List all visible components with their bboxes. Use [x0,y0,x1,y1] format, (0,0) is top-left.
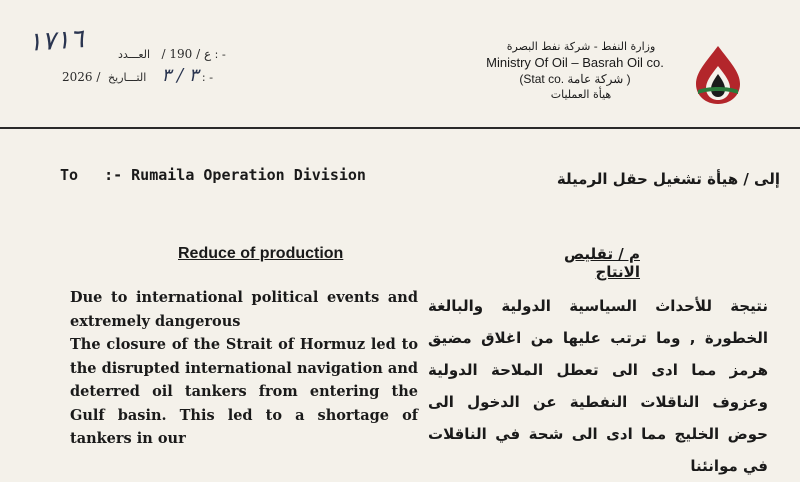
to-value: Rumaila Operation Division [131,166,366,184]
date-row [62,65,213,86]
body-english-paragraph: The closure of the Strait of Hormuz led to the disrupted international navigation and deterred oil tankers from entering the Gulf basin. This led to a shortage of tankers in our [70,336,418,447]
body-arabic-paragraph: نتيجة للأحداث السياسية الدولية والبالغة الخطورة , وما ترتب عليها من اغلاق مضيق هرمز مما ادى الى تعطل الملاحة الدولية وعزوف الناقلات النفطية عن الدخول الى حوض الخليج مما ادى الى شحة في الناقلات في موانئنا [428,297,768,475]
ministry-english-subtitle: (Stat co. شركة عامة ) [519,72,631,86]
date-label: التـــاريخ : - [108,71,214,84]
body-english [70,286,418,451]
handwritten-reference-number: ١٧١٦ [27,24,85,58]
to-separator: :- [104,166,123,184]
subject-arabic: م / تقليص الانتاج [563,245,640,281]
reference-value: ع / 190 / [161,47,212,61]
ministry-english-title: Ministry Of Oil – Basrah Oil co. [486,55,664,70]
to-label: To [60,166,79,184]
addressee-arabic: إلى / هيأة تشغيل حقل الرميلة [556,170,780,188]
body-english-paragraph: Due to international political events and extremely dangerous [70,289,418,330]
basrah-oil-logo-icon [688,44,748,106]
subject-english: Reduce of production [178,245,344,262]
date-year: 2026 / [62,70,101,84]
ministry-arabic-title: وزارة النفط - شركة نفط البصرة [506,40,656,53]
reference-number-row [118,47,226,61]
reference-label: العـــدد : - [118,48,226,61]
ministry-department: هيأة العمليات [550,88,612,101]
header-divider [0,127,800,129]
date-handwritten: ٣ / ٣ [161,65,199,86]
body-arabic [428,290,768,482]
addressee-english [60,166,366,184]
